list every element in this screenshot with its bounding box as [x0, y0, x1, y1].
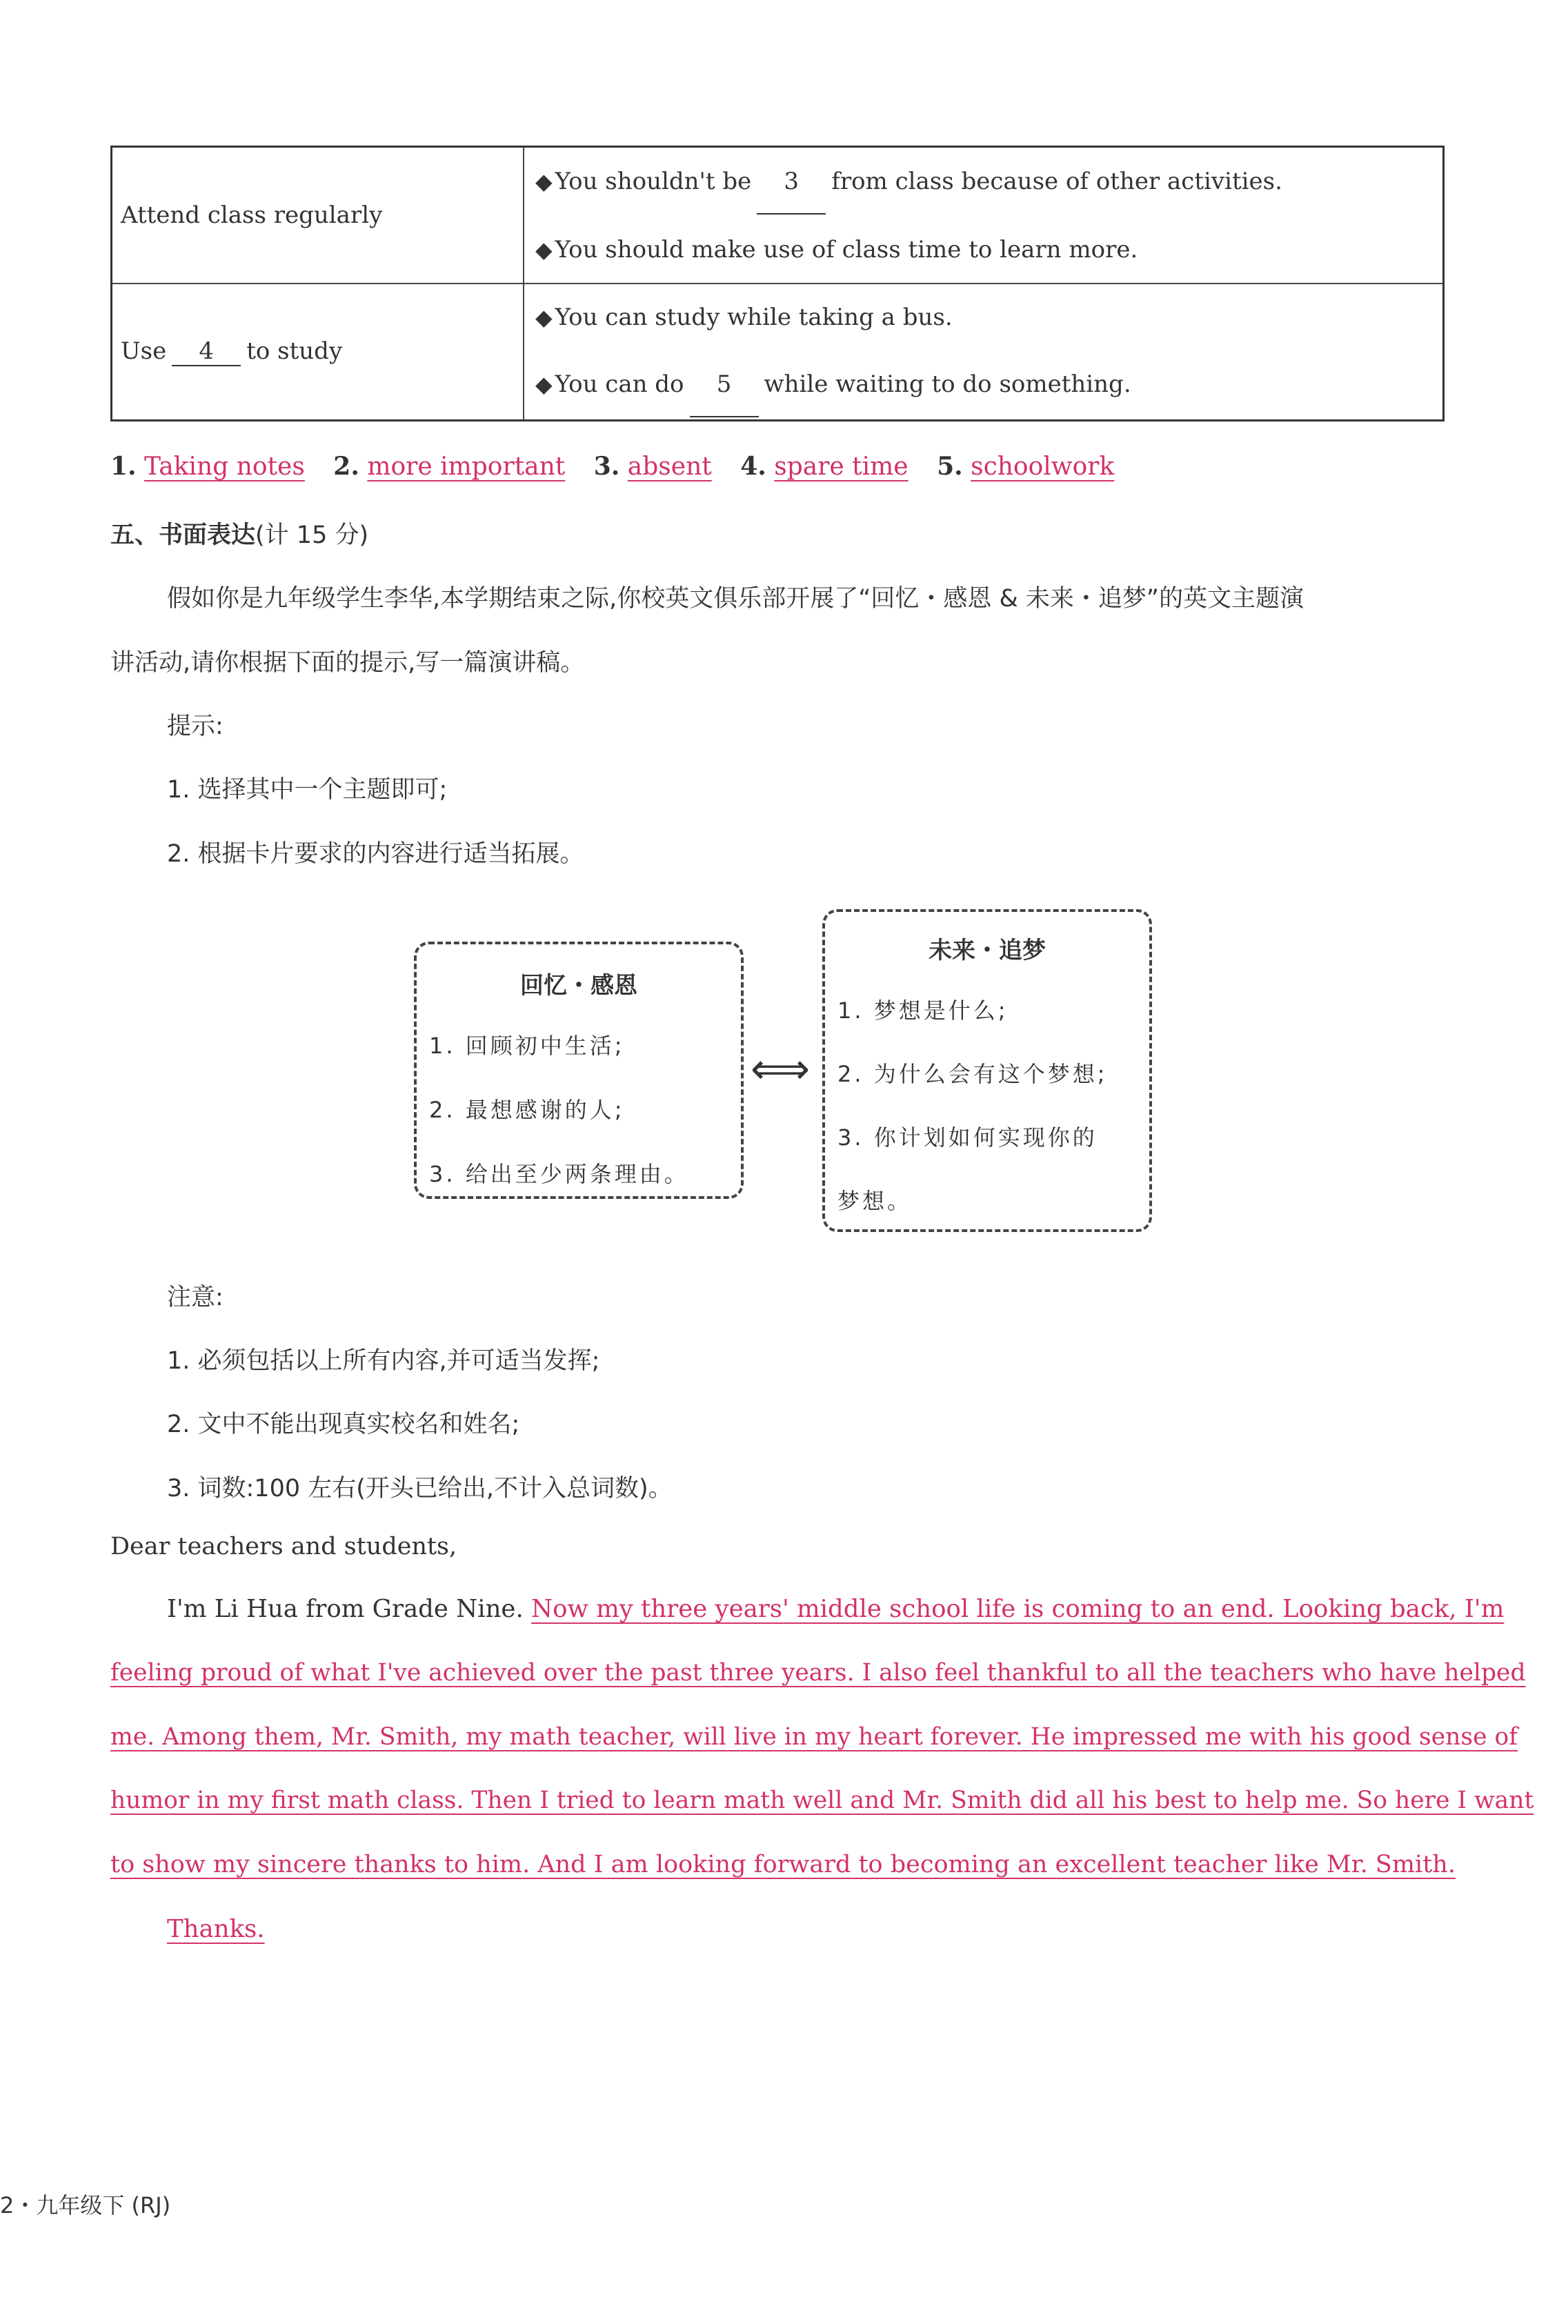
hint-2: 2. 根据卡片要求的内容进行适当拓展。	[167, 840, 584, 868]
answer-row	[110, 452, 1114, 481]
row1-left-text: Attend class regularly	[121, 201, 383, 229]
row2-left-cell	[112, 284, 524, 421]
row1-line1-after: from class because of other activities.	[831, 167, 1282, 195]
card-right-item-2: 2. 为什么会有这个梦想;	[837, 1061, 1108, 1087]
bullet-icon: ◆	[535, 371, 553, 398]
page-footer: 2・九年级下 (RJ)	[0, 2192, 171, 2218]
answer-num-2: 2.	[333, 452, 359, 481]
hint-label: 提示:	[167, 713, 224, 740]
row1-line2-text: You should make use of class time to learn more.	[555, 235, 1138, 264]
note-1: 1. 必须包括以上所有内容,并可适当发挥;	[167, 1347, 600, 1375]
card-right-item-3: 3. 你计划如何实现你的	[837, 1124, 1098, 1151]
essay-answer-line-2: feeling proud of what I've achieved over the past three years. I also feel thankful to all the teachers who have helped	[110, 1659, 1526, 1687]
essay-answer-line-1: Now my three years' middle school life is coming to an end. Looking back, I'm	[531, 1595, 1505, 1623]
section-title: 五、书面表达	[110, 522, 256, 549]
row2-left-before: Use	[121, 337, 167, 365]
row1-line1	[524, 147, 1444, 217]
task-table	[110, 146, 1445, 421]
note-label: 注意:	[167, 1284, 224, 1311]
hint-1: 1. 选择其中一个主题即可;	[167, 776, 448, 804]
answer-4: spare time	[774, 453, 909, 481]
card-right-title: 未来・追梦	[929, 937, 1046, 964]
answer-num-4: 4.	[740, 452, 766, 481]
card-left-item-2: 2. 最想感谢的人;	[429, 1097, 625, 1123]
essay-closing: Thanks.	[167, 1915, 265, 1943]
card-left-item-1: 1. 回顾初中生活;	[429, 1033, 625, 1059]
answer-3: absent	[627, 453, 712, 481]
answer-num-5: 5.	[937, 452, 963, 481]
card-left-item-3: 3. 给出至少两条理由。	[429, 1161, 689, 1187]
double-arrow-icon: ⟺	[751, 1045, 811, 1093]
answer-2: more important	[367, 453, 566, 481]
row2-line2-before: You can do	[555, 370, 684, 399]
answer-num-1: 1.	[110, 452, 137, 481]
row1-line1-before: You shouldn't be	[555, 167, 752, 195]
section-score: (计 15 分)	[255, 522, 369, 549]
bullet-icon: ◆	[535, 304, 553, 331]
blank-3: 3	[757, 150, 826, 215]
essay-intro: I'm Li Hua from Grade Nine.	[167, 1595, 524, 1623]
row2-line1	[524, 284, 1444, 351]
essay-answer-line-4: humor in my first math class. Then I tried to learn math well and Mr. Smith did all his best to help me. So here I want	[110, 1787, 1534, 1814]
section-heading	[110, 516, 368, 550]
essay-answer-line-5: to show my sincere thanks to him. And I am looking forward to becoming an excellent teacher like Mr. Smith.	[110, 1851, 1456, 1878]
row2-line2-after: while waiting to do something.	[764, 370, 1131, 399]
row2-line2	[524, 351, 1444, 421]
row2-left-after: to study	[246, 337, 343, 365]
note-2: 2. 文中不能出现真实校名和姓名;	[167, 1411, 520, 1438]
card-left-title: 回忆・感恩	[520, 972, 637, 1000]
prompt-line-2: 讲活动,请你根据下面的提示,写一篇演讲稿。	[110, 649, 585, 677]
blank-5: 5	[690, 352, 759, 417]
essay-answer-line-3: me. Among them, Mr. Smith, my math teacher, will live in my heart forever. He impressed me with his good sense of	[110, 1723, 1518, 1751]
table-row	[112, 147, 1444, 217]
row1-left-cell	[112, 147, 524, 284]
row1-line2	[524, 216, 1444, 284]
card-memory-gratitude	[414, 942, 744, 1199]
row2-line1-text: You can study while taking a bus.	[555, 304, 953, 332]
essay-line-1	[167, 1595, 1504, 1623]
note-3: 3. 词数:100 左右(开头已给出,不计入总词数)。	[167, 1475, 673, 1502]
bullet-icon: ◆	[535, 168, 553, 195]
answer-5: schoolwork	[971, 453, 1115, 481]
card-right-item-4: 梦想。	[837, 1188, 913, 1214]
answer-1: Taking notes	[144, 453, 305, 481]
card-right-item-1: 1. 梦想是什么;	[837, 997, 1009, 1024]
essay-greeting: Dear teachers and students,	[110, 1533, 457, 1560]
blank-4: 4	[172, 337, 241, 366]
bullet-icon: ◆	[535, 236, 553, 263]
card-future-dream	[822, 909, 1152, 1232]
table-row	[112, 284, 1444, 351]
answer-num-3: 3.	[593, 452, 620, 481]
prompt-line-1: 假如你是九年级学生李华,本学期结束之际,你校英文俱乐部开展了“回忆・感恩 & 未来・追梦”的英文主题演	[167, 585, 1304, 613]
